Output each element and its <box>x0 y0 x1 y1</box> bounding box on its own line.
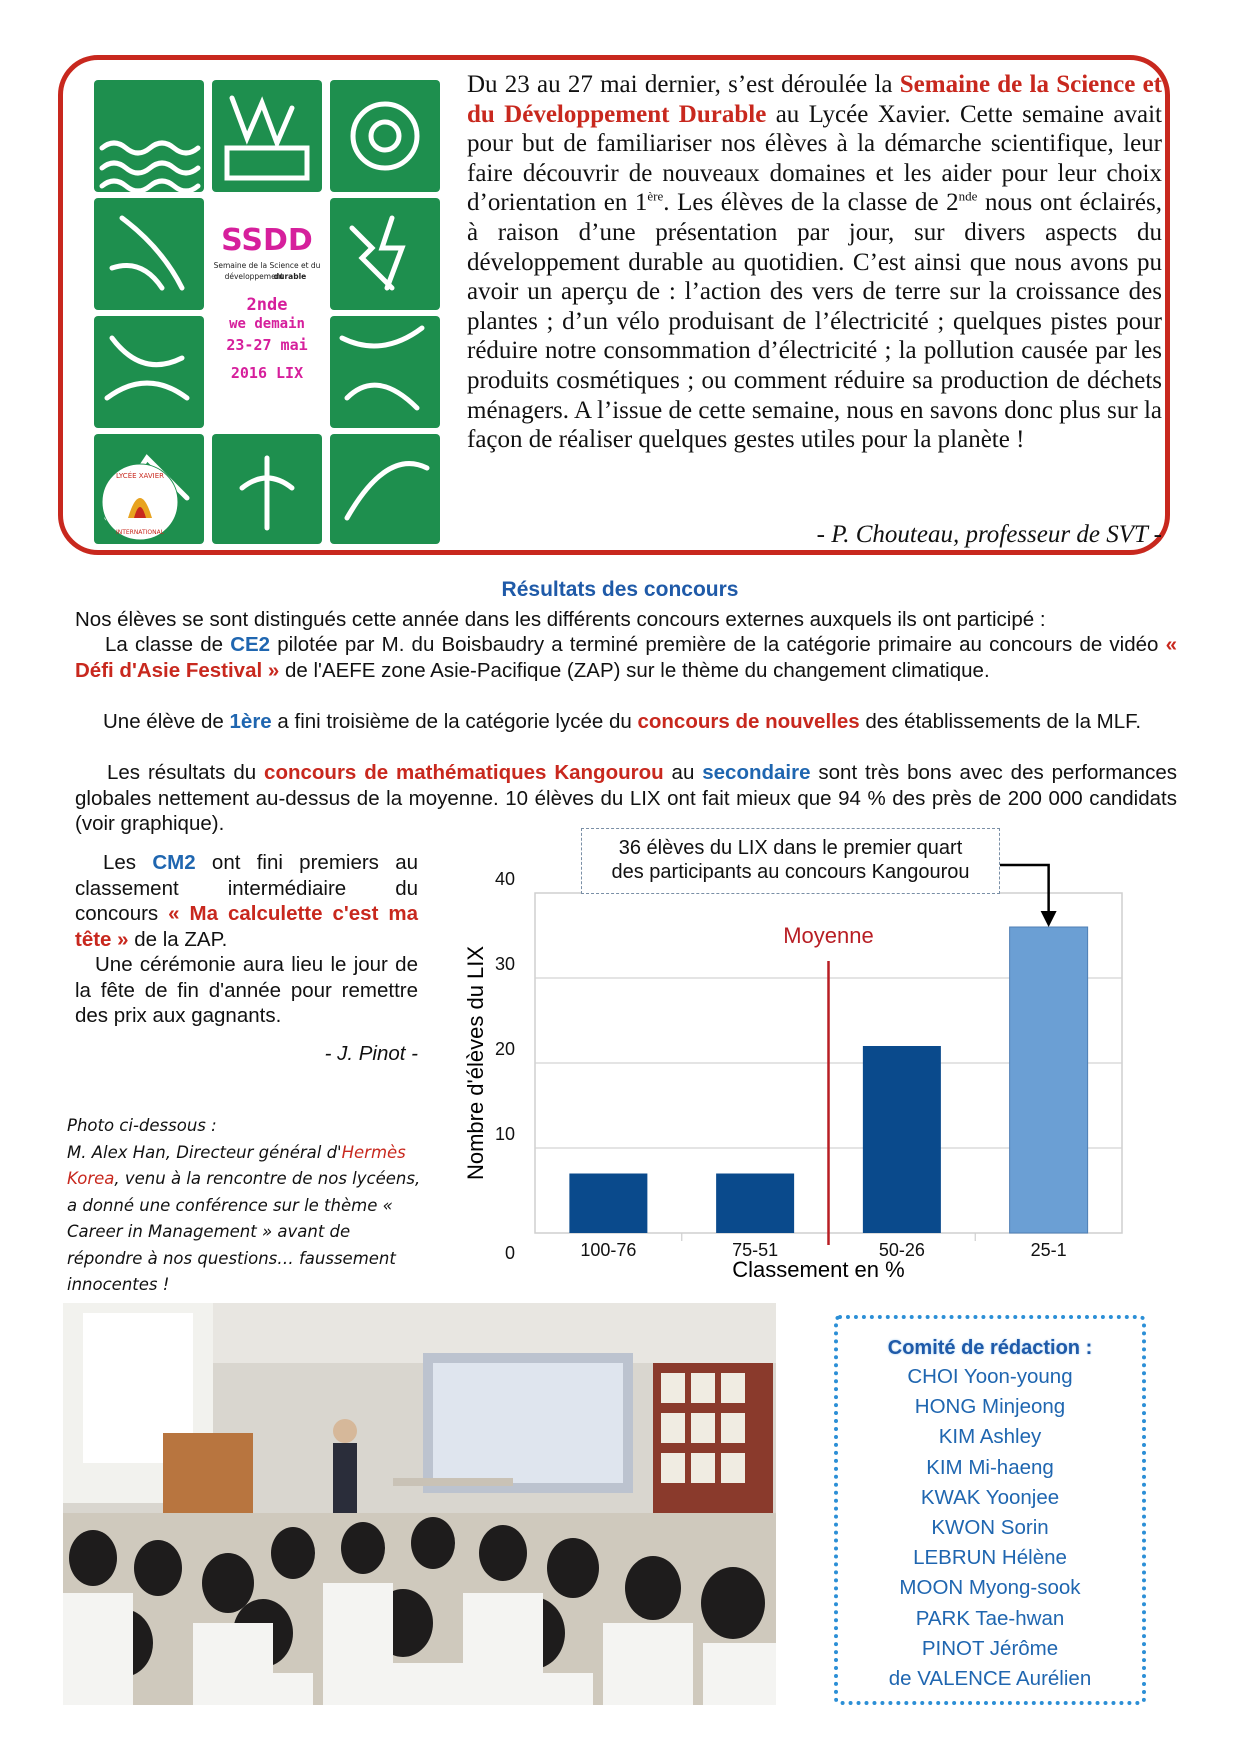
poster-subtitle-2b: durable <box>273 272 307 281</box>
committee-member: LEBRUN Hélène <box>913 1546 1067 1570</box>
committee-member: KIM Ashley <box>938 1425 1042 1449</box>
committee-member: PARK Tae-hwan <box>915 1606 1065 1630</box>
committee-member: de VALENCE Aurélien <box>888 1667 1092 1691</box>
y-tick-label: 30 <box>494 954 515 974</box>
results-intro: Nos élèves se sont distingués cette année dans les différents concours externes auxquels ils ont participé : <box>75 608 1046 631</box>
poster-line-2: we demain <box>229 316 305 332</box>
callout-line-1: 36 élèves du LIX dans le premier quart <box>618 837 963 859</box>
committee-member: KIM Mi-haeng <box>926 1455 1054 1479</box>
poster-line-3: 23-27 mai <box>226 336 308 354</box>
result-ce2: La classe de CE2 pilotée par M. du Boisbaudry a terminé première de la catégorie primaire au concours de vidéo « Défi d'Asie Festival » de l'AEFE zone Asie-Pacifique (ZAP) sur le thème du changement climatique. <box>75 633 1177 682</box>
bar-25-1 <box>1010 927 1088 1233</box>
poster-line-1: 2nde <box>246 295 288 315</box>
conference-photo <box>63 1303 776 1705</box>
ssdd-poster <box>92 78 444 546</box>
committee-member: KWON Sorin <box>931 1516 1049 1540</box>
event-name: Semaine de la Science et du Développement Durable <box>467 71 1162 128</box>
committee-member: MOON Myong-sook <box>899 1576 1081 1600</box>
callout-line-2: des participants au concours Kangourou <box>611 861 970 883</box>
poster-line-4: 2016 LIX <box>230 364 304 382</box>
committee-member: PINOT Jérôme <box>921 1636 1059 1660</box>
committee-member: HONG Minjeong <box>914 1395 1066 1419</box>
chart-callout <box>581 828 1000 894</box>
school-logo-icon <box>102 464 178 540</box>
results-title: Résultats des concours <box>501 578 739 601</box>
svg-text:LYCÉE XAVIER: LYCÉE XAVIER <box>115 472 165 480</box>
editorial-committee <box>834 1315 1146 1705</box>
x-tick-label: 50-26 <box>878 1240 925 1260</box>
photo-caption: Photo ci-dessous : M. Alex Han, Directeur général d'Hermès Korea, venu à la rencontre de nos lycéens, a donné une conférence sur le thème « Career in Management » avant de répondre à nos questions… faussement innocentes ! <box>67 1116 421 1294</box>
x-tick-label: 100-76 <box>580 1240 637 1260</box>
callout-arrowhead <box>1041 911 1057 927</box>
mean-label: Moyenne <box>783 923 874 948</box>
result-kangourou: Les résultats du concours de mathématiques Kangourou au secondaire sont très bons avec des performances globales nettement au-dessus de la moyenne. 10 élèves du LIX ont fait mieux que 94 % des près de 200 000 candidats (voir graphique). <box>75 761 1177 835</box>
bar-100-76 <box>569 1174 647 1234</box>
y-tick-label: 10 <box>494 1124 515 1144</box>
intro-text: Du 23 au 27 mai dernier, s’est déroulée la Semaine de la Science et du Développement Durable au Lycée Xavier. Cette semaine avait pour but de familiariser nos élèves à la démarche scientifique, leur faire découvrir de nouveaux domaines et les aider pour leur choix d’orientation en 1ère. Les élèves de la classe de 2nde nous ont éclairés, à raison d’une présentation par jour, sur divers aspects du développement durable au quotidien. C’est ainsi que nous avons pu avoir un aperçu de : l’action des vers de terre sur la croissance des plantes ; d’un vélo produisant de l’électricité ; quelques pistes pour réduire notre consommation d’électricité ; la pollution causée par les produits cosmétiques ; ou comment réduire sa production de déchets ménagers. A l’issue de cette semaine, nous en savons donc plus sur la façon de réaliser quelques gestes utiles pour la planète ! <box>467 71 1162 454</box>
bar-50-26 <box>863 1046 941 1233</box>
result-1ere: Une élève de 1ère a fini troisième de la catégorie lycée du concours de nouvelles des établissements de la MLF. <box>103 710 1142 733</box>
kangourou-chart <box>455 825 1145 1300</box>
committee-member: CHOI Yoon-young <box>907 1365 1073 1388</box>
results-signature: - J. Pinot - <box>324 1042 418 1065</box>
y-tick-label: 20 <box>494 1039 515 1059</box>
poster-subtitle-1: Semaine de la Science et du <box>213 261 321 270</box>
ceremony-text: Une cérémonie aura lieu le jour de la fête de fin d'année pour remettre des prix aux gagnants. <box>75 953 418 1027</box>
brand-name: Hermès Korea <box>67 1142 406 1188</box>
poster-subtitle-2: développement <box>224 272 284 281</box>
poster-title: SSDD <box>221 223 313 258</box>
svg-text:INTERNATIONAL: INTERNATIONAL <box>115 529 165 536</box>
committee-member: KWAK Yoonjee <box>920 1485 1060 1509</box>
y-axis-label: Nombre d'élèves du LIX <box>463 945 488 1181</box>
x-tick-label: 75-51 <box>732 1240 779 1260</box>
intro-signature: - P. Chouteau, professeur de SVT - <box>816 521 1162 548</box>
y-tick-label: 40 <box>494 869 515 889</box>
result-cm2: Les CM2 ont fini premiers au classement intermédiaire du concours « Ma calculette c'est ma tête » de la ZAP. Une cérémonie aura lieu le jour de la fête de fin d'année pour remettre des prix aux gagnants. <box>75 851 419 1027</box>
callout-arrow <box>1000 865 1049 913</box>
x-tick-label: 25-1 <box>1030 1240 1067 1260</box>
y-tick-label: 0 <box>504 1243 515 1263</box>
committee-title: Comité de rédaction : <box>887 1337 1093 1359</box>
x-axis-label: Classement en % <box>732 1257 905 1282</box>
bar-75-51 <box>716 1174 794 1234</box>
